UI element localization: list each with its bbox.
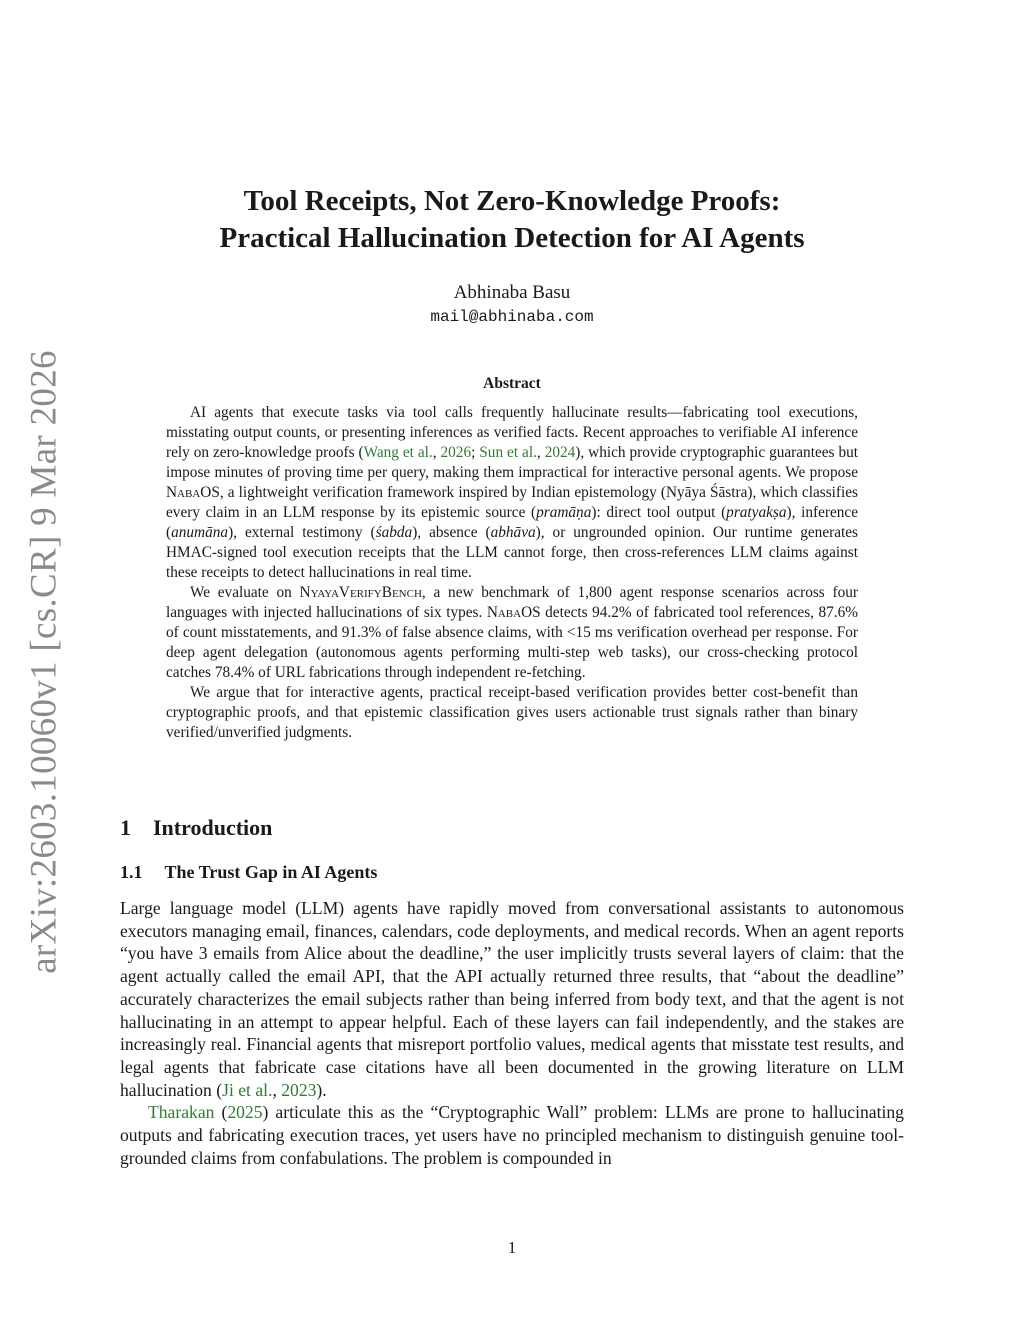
text-span: ( [214, 1102, 228, 1123]
sanskrit-term: śabda [375, 524, 413, 541]
text-span: ), inference ( [166, 504, 858, 541]
abstract-paragraph-1 [166, 403, 858, 583]
sanskrit-term: anumāna [171, 524, 229, 541]
text-span: OS, a lightweight verification framework inspired by Indian epistemology (Nyāya Śāstra), which classifies every claim in an LLM response by its epistemic source ( [166, 484, 858, 521]
arxiv-identifier: arXiv:2603.10060v1 [cs.CR] 9 Mar 2026 [23, 350, 65, 974]
title-line-1: Tool Receipts, Not Zero-Knowledge Proofs: [243, 185, 781, 217]
text-span: Large language model (LLM) agents have rapidly moved from conversational assistants to autonomous executors managing email, finances, calendars, code deployments, and medical records. When an agent reports “you have 3 emails from Alice about the deadline,” the user implicitly trusts several layers of claim: that the agent actually called the email API, that the API actually returned three results, that “about the deadline” accurately characterizes the email subjects rather than being inferred from body text, and that the agent is not hallucinating in an attempt to appear helpful. Each of these layers can fail independently, and the stakes are increasingly real. Financial agents that misreport portfolio values, medical agents that misstate test results, and legal agents that fabricate case citations have all been documented in the growing literature on LLM hallucination ( [120, 898, 904, 1100]
citation-link[interactable]: Wang et al. [363, 444, 433, 461]
section-title: Introduction [153, 815, 273, 840]
text-span: ), external testimony ( [228, 524, 376, 541]
subsection-heading [120, 862, 377, 883]
title-line-2: Practical Hallucination Detection for AI Agents [219, 222, 805, 254]
citation-link[interactable]: Ji et al. [222, 1079, 273, 1100]
abstract-heading: Abstract [483, 375, 541, 392]
text-span: AI agents that execute tasks via tool calls frequently hallucinate results—fabricating tool executions, misstating output counts, or presenting inferences as verified facts. Recent approaches to verifiable AI inference rely on zero-knowledge proofs ( [166, 404, 858, 461]
subsection-title: The Trust Gap in AI Agents [164, 862, 378, 882]
paper-title [120, 183, 904, 257]
abstract-paragraph-2 [166, 583, 858, 683]
text-span: , [536, 444, 545, 461]
citation-link[interactable]: Sun et al. [479, 444, 537, 461]
text-span: ), which provide cryptographic guarantees but impose minutes of proving time per query, making them impractical for interactive personal agents. We propose [166, 444, 858, 481]
citation-year-link[interactable]: 2023 [281, 1079, 317, 1100]
section-number: 1 [120, 815, 131, 840]
text-span: , [432, 444, 441, 461]
abstract-body [166, 403, 858, 743]
subsection-number: 1.1 [120, 862, 143, 882]
text-span: ), absence ( [412, 524, 491, 541]
text-span: ): direct tool output ( [591, 504, 727, 521]
text-span: ) articulate this as the “Cryptographic Wall” problem: LLMs are prone to hallucinating outputs and fabricating execution traces, yet users have no principled mechanism to distinguish genuine tool-grounded claims from confabulations. The problem is compounded in [120, 1102, 904, 1168]
citation-link[interactable]: Tharakan [148, 1102, 215, 1123]
text-span: ; [471, 444, 480, 461]
author-name: Abhinaba Basu [453, 282, 571, 303]
sanskrit-term: pramāṇa [536, 504, 592, 521]
system-name: Naba [166, 484, 201, 501]
citation-year-link[interactable]: 2025 [227, 1102, 263, 1123]
text-span: We evaluate on [190, 584, 300, 601]
body-text [120, 897, 904, 1169]
page-number: 1 [507, 1238, 517, 1257]
sanskrit-term: pratyakṣa [726, 504, 787, 521]
body-paragraph-1 [120, 897, 904, 1101]
text-span: ). [316, 1079, 327, 1100]
citation-year-link[interactable]: 2024 [544, 444, 576, 461]
sanskrit-term: abhāva [490, 524, 536, 541]
citation-year-link[interactable]: 2026 [440, 444, 472, 461]
text-span: , [272, 1079, 282, 1100]
text-span: ), or ungrounded opinion. Our runtime generates HMAC-signed tool execution receipts that the LLM cannot forge, then cross-references LLM claims against these receipts to detect hallucinations in real time. [166, 524, 858, 581]
benchmark-name: NyayaVerifyBench [299, 584, 422, 601]
system-name: Naba [486, 604, 522, 621]
text-span: , a new benchmark of 1,800 agent response scenarios across four languages with injected hallucinations of six types. [166, 584, 859, 621]
abstract-paragraph-3: We argue that for interactive agents, practical receipt-based verification provides better cost-benefit than cryptographic proofs, and that epistemic classification gives users actionable trust signals rather than binary verified/unverified judgments. [166, 684, 858, 741]
section-heading [120, 815, 272, 841]
body-paragraph-2 [120, 1101, 904, 1169]
text-span: OS detects 94.2% of fabricated tool references, 87.6% of count misstatements, and 91.3% of false absence claims, with <15 ms verification overhead per response. For deep agent delegation (autonomous agents performing multi-step web tasks), our cross-checking protocol catches 78.4% of URL fabrications through independent re-fetching. [166, 604, 858, 681]
author-email: mail@abhinaba.com [430, 308, 594, 326]
